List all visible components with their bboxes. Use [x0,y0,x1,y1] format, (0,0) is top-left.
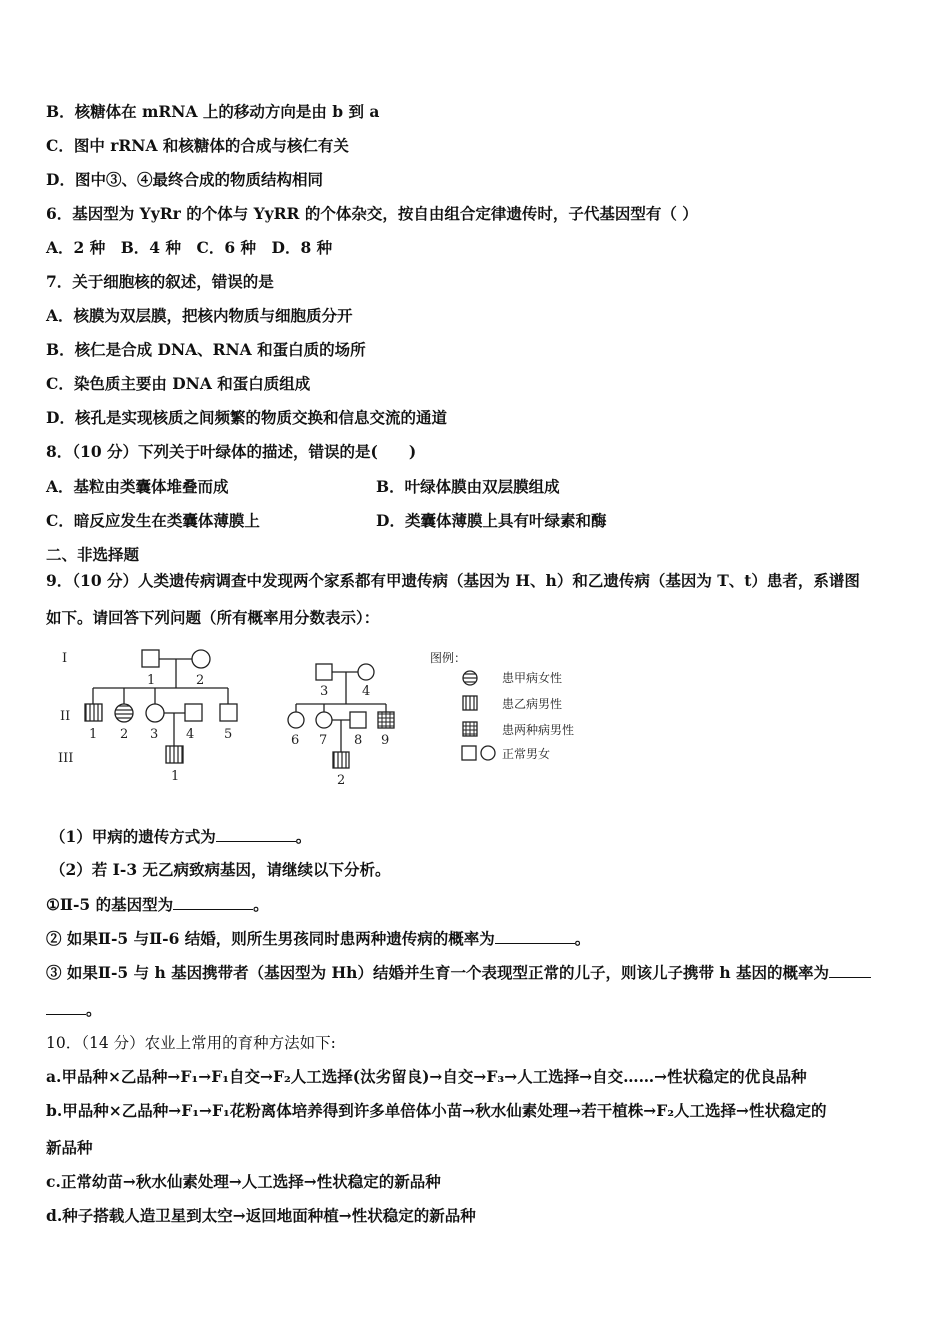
f1-II-3-label: 3 [150,727,159,742]
f2-II-9-affected-both-male [378,712,394,728]
q9-stem-line1: 9．（10 分）人类遗传病调查中发现两个家系都有甲遗传病（基因为 H、h）和乙遗传病（基因为 T、t）患者，系谱图 [46,571,860,590]
f1-II-4-label: 4 [186,727,195,742]
q5-option-d: D．图中③、④最终合成的物质结构相同 [46,170,323,189]
answer-blank-1[interactable] [216,825,296,842]
f1-II-2-label: 2 [120,727,129,742]
q7-option-c: C．染色质主要由 DNA 和蛋白质组成 [46,374,311,393]
q9-sub2c: ③ 如果Ⅱ-5 与 h 基因携带者（基因型为 Hh）结婚并生育一个表现型正常的儿子，则该儿子携带 h 基因的概率为 [46,961,871,983]
f1-II-1-label: 1 [89,727,98,742]
f2-I-4-label: 4 [362,684,371,699]
answer-blank-4b[interactable] [46,998,86,1015]
f2-II-8-label: 8 [354,733,363,748]
q8-option-b: B．叶绿体膜由双层膜组成 [376,477,560,496]
q9-sub2b: ② 如果Ⅱ-5 与Ⅱ-6 结婚，则所生男孩同时患两种遗传病的概率为 。 [46,929,591,948]
q6-stem: 6．基因型为 YyRr 的个体与 YyRR 的个体杂交，按自由组合定律遗传时，子代基因型有（ ） [46,204,698,223]
legend-label-1: 患甲病女性 [502,671,563,685]
q7-option-a: A．核膜为双层膜，把核内物质与细胞质分开 [46,306,353,325]
q7-stem: 7．关于细胞核的叙述，错误的是 [46,272,274,291]
legend-label-4: 正常男女 [502,747,551,761]
legend-male-both-symbol [463,722,477,736]
q5-option-b: B．核糖体在 mRNA 上的移动方向是由 b 到 a [46,102,380,121]
answer-blank-3[interactable] [495,927,575,944]
q10-method-b-line1: b.甲品种×乙品种→F₁→F₁花粉离体培养得到许多单倍体小苗→秋水仙素处理→若干植株→F₂人工选择→性状稳定的 [46,1101,827,1120]
f1-II-2-affected-female [115,704,133,722]
gen-label-II: II [60,709,71,724]
legend-normal-male-symbol [462,746,476,760]
f2-II-7-label: 7 [319,733,328,748]
f2-II-6-label: 6 [291,733,300,748]
f2-I-4-female [358,664,374,680]
f1-I-1-label: 1 [147,673,156,688]
q7-option-d: D．核孔是实现核质之间频繁的物质交换和信息交流的通道 [46,408,447,427]
f2-II-6-female [288,712,304,728]
f2-I-3-label: 3 [320,684,329,699]
legend-normal-female-symbol [481,746,495,760]
f1-II-4-male [185,704,202,721]
q9-stem-line2: 如下。请回答下列问题（所有概率用分数表示）： [46,608,380,627]
f1-I-2-female [192,650,210,668]
f2-II-8-male [350,712,366,728]
f1-II-5-male [220,704,237,721]
q8-option-c: C．暗反应发生在类囊体薄膜上 [46,511,260,530]
f1-II-1-affected-male [85,704,102,721]
legend-female-disease-a-symbol [463,671,477,685]
f1-I-2-label: 2 [196,673,205,688]
f2-III-2-affected-male [333,752,349,768]
legend-label-2: 患乙病男性 [502,697,563,711]
q10-method-c: c.正常幼苗→秋水仙素处理→人工选择→性状稳定的新品种 [46,1172,441,1191]
q8-option-d: D．类囊体薄膜上具有叶绿素和酶 [376,511,607,530]
f2-I-3-male [316,664,332,680]
q10-method-a: a.甲品种×乙品种→F₁→F₁自交→F₂人工选择(汰劣留良)→自交→F₃→人工选择→自交……→性状稳定的优良品种 [46,1067,807,1086]
q5-option-c: C．图中 rRNA 和核糖体的合成与核仁有关 [46,136,349,155]
q9-sub2: （2）若 I-3 无乙病致病基因，请继续以下分析。 [50,860,391,879]
section-heading: 二、非选择题 [46,545,140,564]
f1-III-1-affected-male [166,746,183,763]
q9-sub1: （1）甲病的遗传方式为 。 [50,827,312,846]
q8-stem: 8．（10 分）下列关于叶绿体的描述，错误的是( ) [46,442,417,461]
f2-II-9-label: 9 [381,733,390,748]
answer-blank-4a[interactable] [829,961,871,978]
pedigree-chart [52,640,612,790]
f1-II-3-female [146,704,164,722]
q8-option-a: A．基粒由类囊体堆叠而成 [46,477,229,496]
q9-sub2a: ①Ⅱ-5 的基因型为 。 [46,895,269,914]
gen-label-III: III [58,751,74,766]
f2-II-7-female [316,712,332,728]
f1-II-5-label: 5 [224,727,233,742]
legend-male-disease-b-symbol [463,696,477,710]
q6-options: A．2 种 B．4 种 C．6 种 D．8 种 [46,238,333,257]
q10-stem: 10．（14 分）农业上常用的育种方法如下: [46,1034,336,1052]
q7-option-b: B．核仁是合成 DNA、RNA 和蛋白质的场所 [46,340,366,359]
q10-method-b-line2: 新品种 [46,1138,93,1157]
f1-I-1-male [142,650,159,667]
legend-label-3: 患两种病男性 [502,723,575,737]
q10-method-d: d.种子搭载人造卫星到太空→返回地面种植→性状稳定的新品种 [46,1206,476,1225]
f2-III-2-label: 2 [337,773,346,788]
gen-label-I: I [62,651,68,666]
answer-blank-2[interactable] [173,893,253,910]
f1-III-1-label: 1 [171,769,180,784]
legend-title: 图例： [430,651,467,665]
q9-sub2c-cont: 。 [46,998,102,1020]
